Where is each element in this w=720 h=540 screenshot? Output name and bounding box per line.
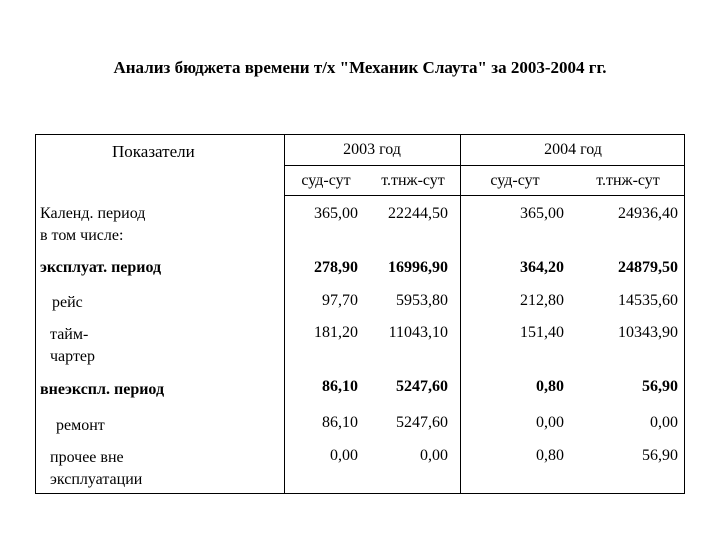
table-cell: 278,90 <box>314 259 358 276</box>
indicators-header: Показатели <box>112 142 195 161</box>
row-label: эксплуат. период <box>40 259 162 276</box>
table-cell: 24936,40 <box>618 205 678 222</box>
table-cell: 14535,60 <box>618 292 678 309</box>
table-cell: 10343,90 <box>618 324 678 341</box>
table-cell: 5247,60 <box>396 414 448 431</box>
table-cell: 0,00 <box>536 414 564 431</box>
table-cell: 5953,80 <box>396 292 448 309</box>
table-cell: 86,10 <box>322 414 358 431</box>
table-cell: 0,80 <box>536 447 564 464</box>
year-2004-header: 2004 год <box>544 141 602 158</box>
subheader-sud-sut-2003: суд-сут <box>301 172 351 189</box>
table-cell: 0,00 <box>420 447 448 464</box>
table-cell: 24879,50 <box>618 259 678 276</box>
row-label: Календ. период в том числе: <box>40 205 146 244</box>
table-cell: 365,00 <box>314 205 358 222</box>
subheader-tonnage-2003: т.тнж-сут <box>381 172 445 189</box>
table-cell: 56,90 <box>642 378 678 395</box>
table-cell: 364,20 <box>520 259 564 276</box>
header-divider <box>284 165 684 166</box>
table-cell: 86,10 <box>322 378 358 395</box>
table-cell: 0,00 <box>330 447 358 464</box>
row-label: рейс <box>52 294 83 311</box>
subheader-sud-sut-2004: суд-сут <box>490 172 540 189</box>
row-label: ремонт <box>56 417 105 434</box>
table-cell: 5247,60 <box>396 378 448 395</box>
table-cell: 181,20 <box>314 324 358 341</box>
subheader-tonnage-2004: т.тнж-сут <box>596 172 660 189</box>
table-cell: 212,80 <box>520 292 564 309</box>
row-label: прочее вне эксплуатации <box>50 449 143 488</box>
table-cell: 56,90 <box>642 447 678 464</box>
table-cell: 97,70 <box>322 292 358 309</box>
row-label: внеэкспл. период <box>40 381 165 398</box>
table-cell: 151,40 <box>520 324 564 341</box>
year-2003-header: 2003 год <box>343 141 401 158</box>
row-label: тайм- чартер <box>50 326 96 365</box>
table-cell: 16996,90 <box>388 259 448 276</box>
header-divider <box>284 195 684 196</box>
table-cell: 22244,50 <box>388 205 448 222</box>
table-cell: 0,00 <box>650 414 678 431</box>
page-title: Анализ бюджета времени т/х "Механик Слаута" за 2003-2004 гг. <box>113 58 607 77</box>
table-cell: 0,80 <box>536 378 564 395</box>
budget-table <box>35 134 685 494</box>
table-cell: 365,00 <box>520 205 564 222</box>
table-cell: 11043,10 <box>388 324 448 341</box>
